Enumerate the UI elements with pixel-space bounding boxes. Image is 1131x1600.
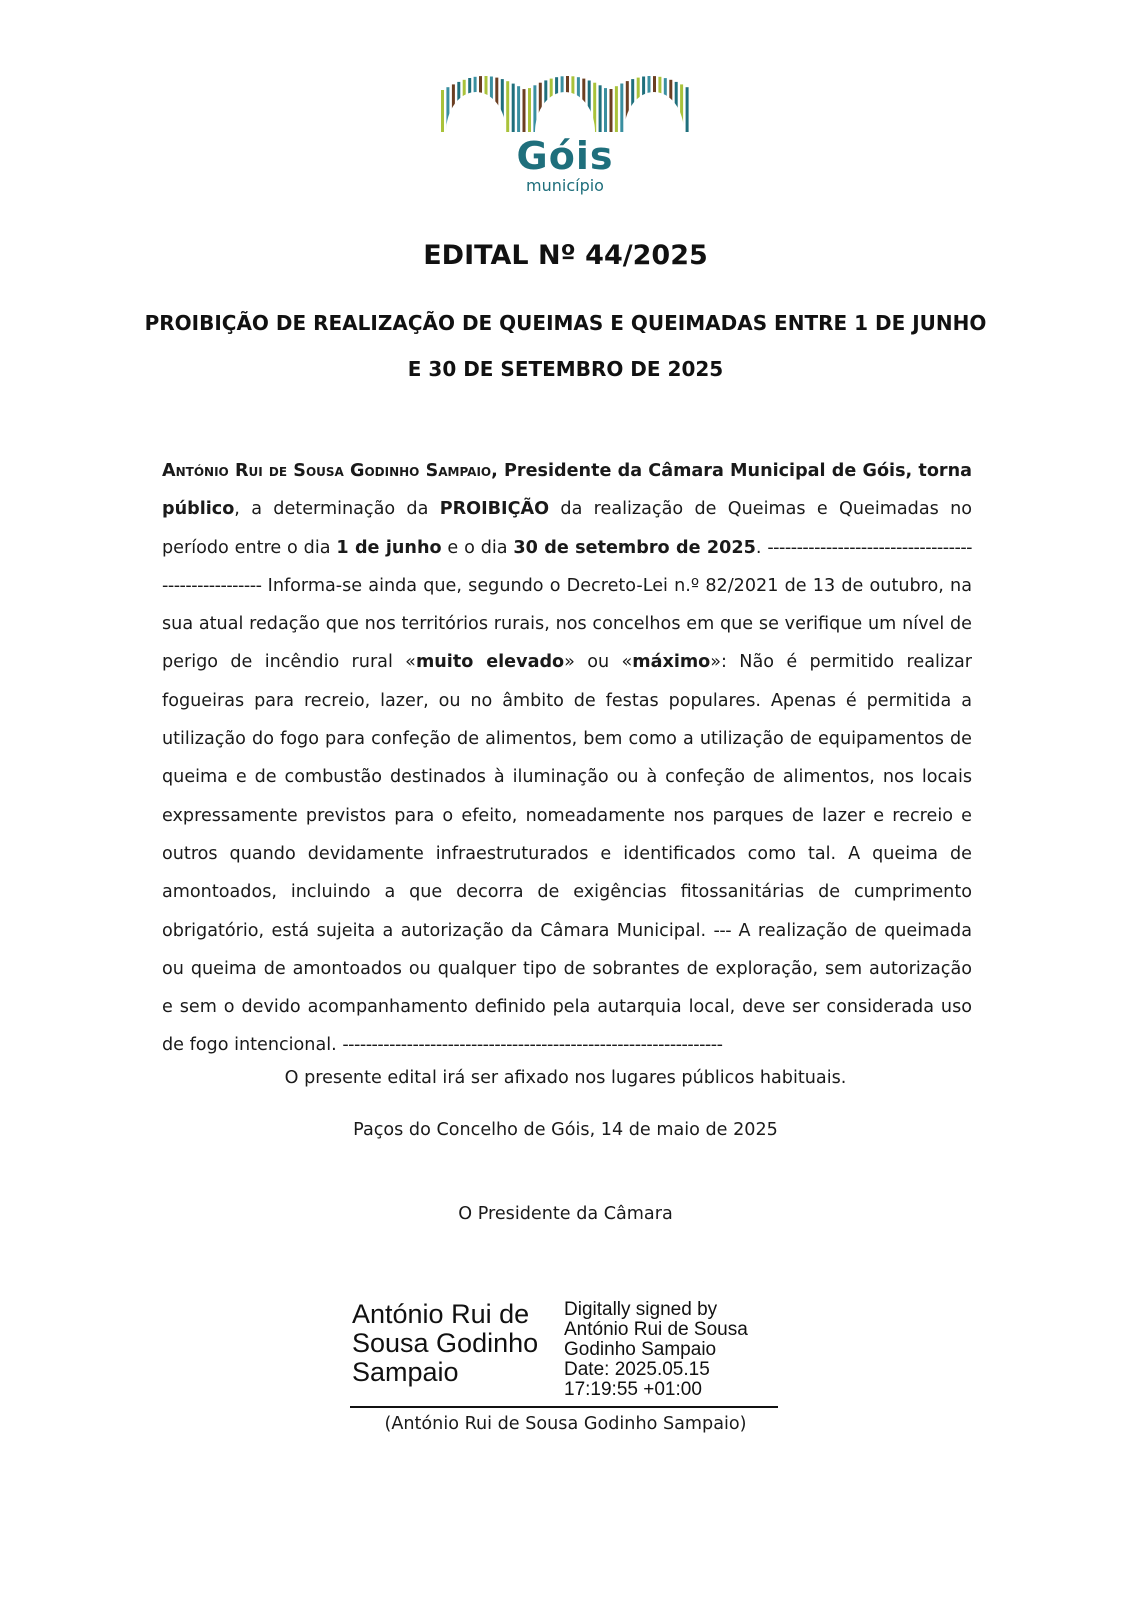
danger-level-very-high: muito elevado xyxy=(415,652,565,673)
logo-bar xyxy=(599,85,602,132)
logo-bar xyxy=(523,89,526,132)
filler-dashes: ---------------------------------------------------- xyxy=(162,537,973,596)
digital-signature-name: António Rui de Sousa Godinho Sampaio xyxy=(352,1299,539,1387)
affix-notice: O presente edital irá ser afixado nos lugares públicos habituais. xyxy=(284,1068,847,1088)
document-title: EDITAL Nº 44/2025 xyxy=(423,240,708,271)
logo-arch-opening xyxy=(535,92,595,132)
logo-bar xyxy=(512,84,515,132)
body-text-segment: »: Não é permitido realizar fogueiras para recreio, lazer, ou no âmbito de festas populares. Apenas é permitida a utilização do fogo para confeção de alimentos, bem como a utilização de equipamentos de queima e de combustão destinados à iluminação ou à confeção de alimentos, nos locais expressamente previstos para o efeito, nomeadamente nos parques de lazer e recreio e outros quando devidamente infraestruturados e identificados como tal. A queima de amontoados, incluindo a que decorra de exigências fitossanitárias de cumprimento obrigatório, está sujeita a autorização da Câmara Municipal. xyxy=(162,652,972,941)
logo-bar xyxy=(615,86,618,132)
signature-info-line: António Rui de Sousa xyxy=(564,1319,748,1340)
prohibition-word: PROIBIÇÃO xyxy=(439,499,550,520)
logo-bar xyxy=(506,81,509,132)
filler-dashes: ----------------------------------------------------------------- xyxy=(342,1035,723,1056)
body-text-segment: » ou « xyxy=(564,652,633,673)
digital-signature-details xyxy=(564,1300,784,1400)
start-date: 1 de junho xyxy=(336,537,442,558)
logo-subtitle: município xyxy=(526,176,604,195)
logo-bar xyxy=(604,88,607,132)
president-role: , Presidente da Câmara Municipal de Góis, torna público xyxy=(162,461,973,520)
body-text-segment: , a determinação da xyxy=(234,499,440,520)
signature-info-line: Date: 2025.05.15 xyxy=(564,1359,710,1380)
subtitle-line-1: PROIBIÇÃO DE REALIZAÇÃO DE QUEIMAS E QUEIMADAS ENTRE 1 DE JUNHO xyxy=(144,311,987,335)
logo-bar xyxy=(686,87,689,132)
body-text-segment: da realização de Queimas e Queimadas no período entre o dia xyxy=(162,499,972,558)
municipality-logo xyxy=(440,70,690,200)
signature-line xyxy=(350,1406,778,1408)
document-subtitle xyxy=(140,300,991,392)
logo-bar xyxy=(620,84,623,133)
document-body xyxy=(162,452,972,1065)
body-text-segment: A realização de queimada ou queima de amontoados ou qualquer tipo de sobrantes de exploração, sem autorização e sem o devido acompanhamento definido pela autarquia local, deve ser considerada uso de fogo intencional. xyxy=(162,920,973,1056)
signer-role: O Presidente da Câmara xyxy=(458,1204,673,1224)
signature-info-line: Godinho Sampaio xyxy=(564,1339,717,1360)
signature-info-line: Digitally signed by xyxy=(564,1299,718,1320)
president-name: António Rui de Sousa Godinho Sampaio xyxy=(162,461,492,481)
printed-signer-name: (António Rui de Sousa Godinho Sampaio) xyxy=(384,1414,747,1434)
body-text-segment: . xyxy=(755,537,768,558)
end-date: 30 de setembro de 2025 xyxy=(513,537,756,558)
body-text-segment: e o dia xyxy=(441,537,514,558)
logo-name: Góis xyxy=(516,134,614,178)
bridge-arches-logo-graphic xyxy=(440,70,690,132)
logo-bar xyxy=(517,86,520,132)
logo-bar xyxy=(528,88,531,132)
filler-dashes: --- xyxy=(713,920,732,941)
danger-level-maximum: máximo xyxy=(632,652,711,673)
body-text-segment: Informa-se ainda que, segundo o Decreto-Lei n.º 82/2021 de 13 de outubro, na sua atual redação que nos territórios rurais, nos concelhos em que se verifique um nível de perigo de incêndio rural « xyxy=(162,575,972,673)
subtitle-line-2: E 30 DE SETEMBRO DE 2025 xyxy=(407,357,724,381)
signature-info-line: 17:19:55 +01:00 xyxy=(564,1379,702,1400)
place-and-date: Paços do Concelho de Góis, 14 de maio de 2025 xyxy=(353,1120,778,1140)
logo-bar xyxy=(441,90,444,132)
logo-bar xyxy=(610,89,613,132)
